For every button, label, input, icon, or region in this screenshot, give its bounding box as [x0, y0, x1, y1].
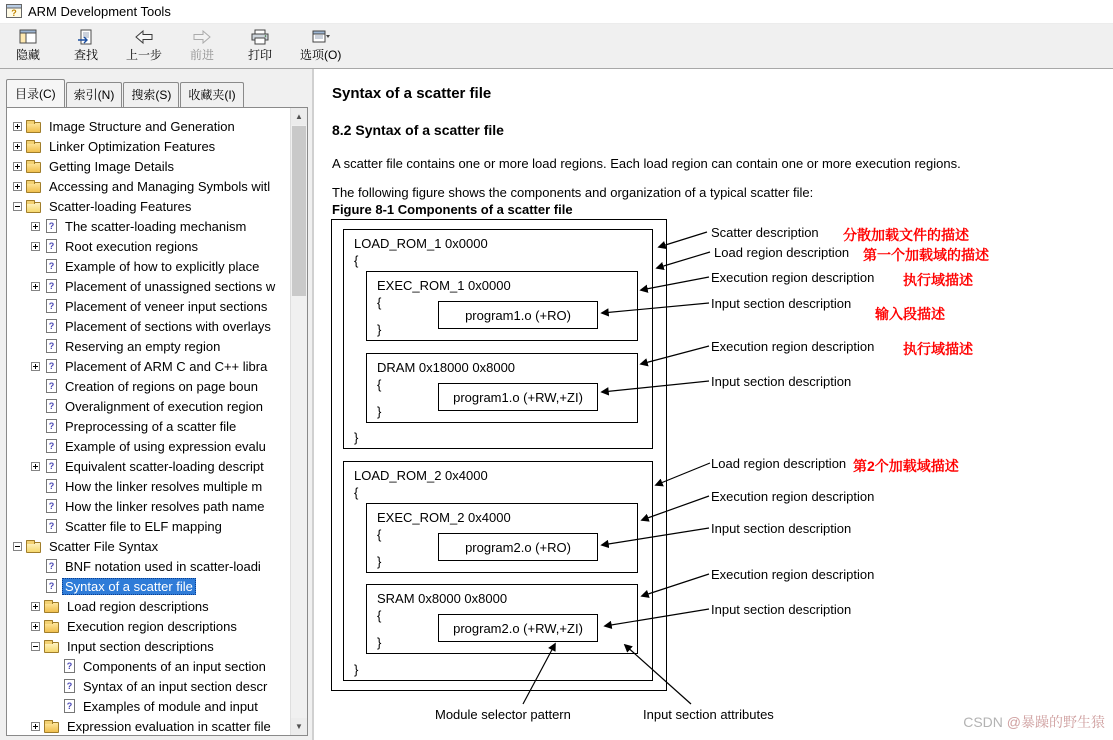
figure-label: Input section description [711, 521, 852, 536]
back-button-label: 上一步 [126, 48, 163, 62]
app-help-icon [6, 4, 22, 19]
tree-item-label: Placement of ARM C and C++ libra [65, 358, 268, 374]
hide-window-icon [18, 29, 38, 45]
folder-icon [44, 602, 59, 613]
options-button[interactable] [296, 27, 345, 65]
tree-item-label: Getting Image Details [49, 158, 175, 174]
tab-favorites[interactable]: 收藏夹(I) [180, 82, 243, 107]
svg-text:?: ? [11, 8, 17, 18]
tree-item[interactable] [7, 596, 290, 616]
page-icon [46, 419, 57, 433]
forward-arrow-icon [192, 29, 212, 45]
input-section-attributes-label: Input section attributes [643, 707, 774, 722]
tree-item-label: Scatter-loading Features [49, 198, 192, 214]
exec-region-1-label: EXEC_ROM_1 0x0000 [377, 278, 511, 293]
tree-item[interactable] [7, 416, 290, 436]
print-button-label: 打印 [248, 48, 273, 62]
tree-item[interactable] [7, 636, 290, 656]
tree-item-label: Example of how to explicitly place [65, 258, 260, 274]
close-brace: } [377, 322, 382, 337]
find-button-label: 查找 [73, 48, 98, 62]
tree-item[interactable] [7, 536, 290, 556]
contents-tree [6, 107, 308, 736]
tree-item[interactable] [7, 576, 290, 596]
tree-item[interactable] [7, 316, 290, 336]
tree-item[interactable] [7, 436, 290, 456]
tree-item[interactable] [7, 456, 290, 476]
tree-item-label: Linker Optimization Features [49, 138, 216, 154]
page-icon [46, 359, 57, 373]
tree-item-label: Equivalent scatter-loading descript [65, 458, 264, 474]
program2-rw-box: program2.o (+RW,+ZI) [438, 614, 598, 642]
section-heading: 8.2 Syntax of a scatter file [332, 122, 504, 138]
options-button-label: 选项(O) [300, 48, 342, 62]
tree-item-label: Overalignment of execution region [65, 398, 264, 414]
expand-icon[interactable] [31, 222, 40, 231]
expand-icon[interactable] [31, 242, 40, 251]
paragraph: A scatter file contains one or more load regions. Each load region can contain one or more execution regions. [332, 156, 961, 171]
figure-annotation-cn: 执行域描述 [903, 272, 973, 288]
tree-rows [7, 108, 290, 735]
tab-search[interactable]: 搜索(S) [123, 82, 179, 107]
locate-page-icon [76, 29, 96, 45]
hide-button[interactable] [6, 27, 50, 65]
open-brace: { [354, 253, 359, 268]
folder-icon [44, 622, 59, 633]
tree-item-label: Placement of veneer input sections [65, 298, 268, 314]
page-icon [46, 219, 57, 233]
close-brace: } [377, 554, 382, 569]
program1-rw-box: program1.o (+RW,+ZI) [438, 383, 598, 411]
page-icon [46, 299, 57, 313]
options-window-icon [311, 29, 331, 45]
figure-label: Execution region description [711, 567, 875, 582]
tree-item-label: Root execution regions [65, 238, 198, 254]
tree-item[interactable] [7, 336, 290, 356]
folder-icon [44, 722, 59, 733]
tree-item-label: Input section descriptions [67, 638, 214, 654]
tree-item[interactable] [7, 276, 290, 296]
figure-label: Input section description [711, 374, 852, 389]
open-brace: { [377, 608, 382, 623]
tab-contents[interactable]: 目录(C) [6, 79, 65, 107]
folder-open-icon [26, 202, 41, 213]
page-icon [46, 239, 57, 253]
tree-item[interactable] [7, 556, 290, 576]
tree-item-label: The scatter-loading mechanism [65, 218, 247, 234]
tree-item-label: Placement of unassigned sections w [65, 278, 276, 294]
tree-item[interactable] [7, 516, 290, 536]
tree-item-label: Scatter File Syntax [49, 538, 159, 554]
toolbar [0, 24, 1113, 69]
expand-icon[interactable] [31, 722, 40, 731]
tree-item-label: How the linker resolves multiple m [65, 478, 263, 494]
forward-button[interactable] [180, 27, 224, 65]
dram-region-label: DRAM 0x18000 0x8000 [377, 360, 516, 375]
figure-caption: Figure 8-1 Components of a scatter file [332, 202, 573, 217]
tree-item-label: Syntax of a scatter file [62, 578, 196, 595]
tree-item-label: Syntax of an input section descr [83, 678, 268, 694]
tree-item[interactable] [7, 256, 290, 276]
nav-tabs [0, 69, 312, 107]
tree-item-label: Components of an input section [83, 658, 266, 674]
tree-item[interactable] [7, 616, 290, 636]
exec-region-2-label: EXEC_ROM_2 0x4000 [377, 510, 511, 525]
tree-item[interactable] [7, 696, 290, 716]
topic-content [314, 69, 1113, 740]
tab-index[interactable]: 索引(N) [66, 82, 123, 107]
figure-annotation-cn: 输入段描述 [875, 306, 945, 322]
load-region-2-label: LOAD_ROM_2 0x4000 [354, 468, 488, 483]
expand-icon[interactable] [13, 182, 22, 191]
tree-item[interactable] [7, 676, 290, 696]
page-icon [46, 379, 57, 393]
tree-item-label: Accessing and Managing Symbols witl [49, 178, 271, 194]
scroll-up-icon[interactable]: ▲ [291, 108, 307, 125]
back-arrow-icon [134, 29, 154, 45]
tree-item[interactable] [7, 396, 290, 416]
expand-icon[interactable] [31, 622, 40, 631]
scrollbar-thumb[interactable] [292, 126, 306, 296]
paragraph: The following figure shows the components and organization of a typical scatter file: [332, 185, 814, 200]
tree-item-label: Image Structure and Generation [49, 118, 235, 134]
page-icon [46, 459, 57, 473]
forward-button-label: 前进 [190, 48, 215, 62]
figure-label: Load region description [714, 245, 850, 260]
find-button[interactable] [64, 27, 108, 65]
tree-item[interactable] [7, 376, 290, 396]
folder-open-icon [44, 642, 59, 653]
tree-item-label: How the linker resolves path name [65, 498, 265, 514]
page-icon [46, 279, 57, 293]
window-title: ARM Development Tools [28, 4, 171, 19]
tree-item[interactable] [7, 236, 290, 256]
tree-item-label: Execution region descriptions [67, 618, 237, 634]
tree-item-label: Load region descriptions [67, 598, 209, 614]
tree-item-label: Reserving an empty region [65, 338, 221, 354]
figure-label: Scatter description [711, 225, 819, 240]
expand-icon[interactable] [31, 602, 40, 611]
tree-item[interactable] [7, 296, 290, 316]
hide-button-label: 隐藏 [15, 48, 40, 62]
close-brace: } [354, 430, 359, 445]
figure-label: Execution region description [711, 339, 875, 354]
tree-item[interactable] [7, 656, 290, 676]
tree-item-label: Scatter file to ELF mapping [65, 518, 222, 534]
tree-item-label: Example of using expression evalu [65, 438, 266, 454]
figure-annotation-cn: 执行域描述 [903, 341, 973, 357]
tree-item[interactable] [7, 356, 290, 376]
watermark-handle: @暴躁的野生猿 [1006, 714, 1105, 730]
printer-icon [250, 29, 270, 45]
close-brace: } [377, 635, 382, 650]
page-icon [46, 479, 57, 493]
page-icon [46, 259, 57, 273]
tree-item[interactable] [7, 136, 290, 156]
folder-icon [26, 142, 41, 153]
folder-open-icon [26, 542, 41, 553]
page-icon [64, 659, 75, 673]
open-brace: { [377, 377, 382, 392]
scroll-down-icon[interactable]: ▼ [291, 718, 307, 735]
program2-ro-box: program2.o (+RO) [438, 533, 598, 561]
watermark-prefix: CSDN [963, 714, 1007, 730]
page-icon [46, 559, 57, 573]
tree-item[interactable] [7, 116, 290, 136]
tree-scrollbar[interactable] [290, 108, 307, 735]
tree-item-label: Examples of module and input [83, 698, 258, 714]
folder-icon [26, 122, 41, 133]
expand-icon[interactable] [13, 142, 22, 151]
tree-item[interactable] [7, 476, 290, 496]
tree-item-label: Expression evaluation in scatter file [67, 718, 271, 734]
watermark [963, 712, 1105, 732]
collapse-icon[interactable] [31, 642, 40, 651]
tree-item[interactable] [7, 156, 290, 176]
tree-item-label: Placement of sections with overlays [65, 318, 271, 334]
tree-item-label: Preprocessing of a scatter file [65, 418, 237, 434]
page-icon [46, 399, 57, 413]
figure-annotation-cn: 第一个加载域的描述 [863, 247, 989, 263]
tree-item-label: BNF notation used in scatter-loadi [65, 558, 261, 574]
tree-item[interactable] [7, 196, 290, 216]
tree-item[interactable] [7, 216, 290, 236]
page-icon [46, 579, 57, 593]
folder-icon [26, 182, 41, 193]
navigation-pane [0, 69, 314, 740]
scatter-file-figure [318, 219, 1110, 739]
collapse-icon[interactable] [13, 542, 22, 551]
page-icon [64, 699, 75, 713]
open-brace: { [377, 295, 382, 310]
collapse-icon[interactable] [13, 202, 22, 211]
page-icon [46, 519, 57, 533]
expand-icon[interactable] [13, 162, 22, 171]
page-icon [46, 319, 57, 333]
page-icon [46, 439, 57, 453]
open-brace: { [354, 485, 359, 500]
tree-item[interactable] [7, 496, 290, 516]
figure-label: Input section description [711, 602, 852, 617]
figure-label: Execution region description [711, 489, 875, 504]
figure-label: Load region description [711, 456, 847, 471]
expand-icon[interactable] [31, 362, 40, 371]
page-title: Syntax of a scatter file [332, 85, 492, 102]
figure-label: Execution region description [711, 270, 875, 285]
expand-icon[interactable] [13, 122, 22, 131]
tree-item[interactable] [7, 176, 290, 196]
page-icon [46, 339, 57, 353]
tree-item[interactable] [7, 716, 290, 735]
back-button[interactable] [122, 27, 166, 65]
print-button[interactable] [238, 27, 282, 65]
module-selector-pattern-label: Module selector pattern [435, 707, 571, 722]
figure-annotation-cn: 第2个加载域描述 [853, 458, 959, 474]
window-titlebar [0, 0, 1113, 24]
figure-annotation-cn: 分散加载文件的描述 [843, 227, 969, 243]
close-brace: } [354, 662, 359, 677]
folder-icon [26, 162, 41, 173]
expand-icon[interactable] [31, 462, 40, 471]
close-brace: } [377, 404, 382, 419]
load-region-1-label: LOAD_ROM_1 0x0000 [354, 236, 488, 251]
program1-ro-box: program1.o (+RO) [438, 301, 598, 329]
expand-icon[interactable] [31, 282, 40, 291]
figure-label: Input section description [711, 296, 852, 311]
page-icon [64, 679, 75, 693]
open-brace: { [377, 527, 382, 542]
page-icon [46, 499, 57, 513]
sram-region-label: SRAM 0x8000 0x8000 [377, 591, 508, 606]
tree-item-label: Creation of regions on page boun [65, 378, 258, 394]
